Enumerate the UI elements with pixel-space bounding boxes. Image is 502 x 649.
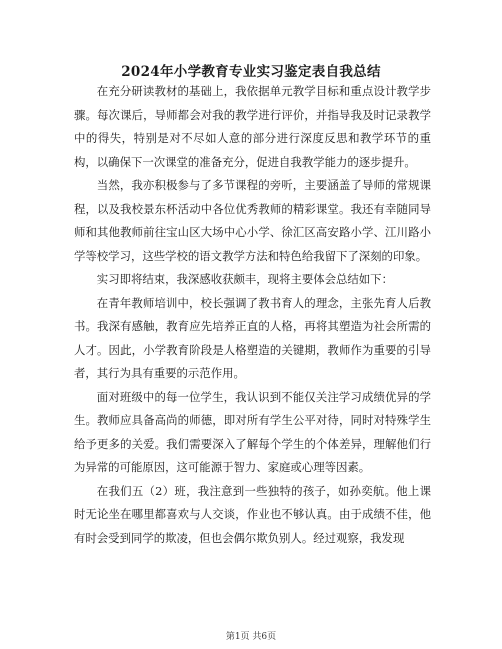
paragraph: 面对班级中的每一位学生，我认识到不能仅关注学习成绩优异的学生。教师应具备高尚的师德，即对所有学生公平对待，同时对特殊学生给予更多的关爱。我们需要深入了解每个学生的个体差异，理解他们行为异常的可能原因，这可能源于智力、家庭或心理等因素。 [74, 389, 431, 474]
page-title: 2024年小学教育专业实习鉴定表自我总结 [121, 64, 381, 80]
paragraph: 在充分研读教材的基础上，我依据单元教学目标和重点设计教学步骤。每次课后，导师都会对我的教学进行评价，并指导我及时记录教学中的得失，特别是对不尽如人意的部分进行深度反思和教学环节的重构，以确保下一次课堂的准备充分，促进自我教学能力的逐步提升。 [74, 84, 431, 169]
paragraph: 在青年教师培训中，校长强调了教书育人的理念，主张先育人后教书。我深有感触，教育应先培养正直的人格，再将其塑造为社会所需的人才。因此，小学教育阶段是人格塑造的关键期，教师作为重要的引导者，其行为具有重要的示范作用。 [74, 295, 431, 380]
page-number: 第1页 共6页 [225, 632, 277, 642]
paragraph: 实习即将结束，我深感收获颇丰，现将主要体会总结如下： [96, 272, 393, 286]
document-body [74, 80, 431, 550]
paragraph: 当然，我亦积极参与了多节课程的旁听，主要涵盖了导师的常规课程，以及我校景东杯活动中各位优秀教师的精彩课堂。我还有幸随同导师和其他教师前往宝山区大场中心小学、徐汇区高安路小学、江川路小学等校学习，这些学校的语文教学方法和特色给我留下了深刻的印象。 [74, 178, 431, 263]
paragraph: 在我们五（2）班，我注意到一些独特的孩子，如孙奕航。他上课时无论坐在哪里都喜欢与人交谈，作业也不够认真。由于成绩不佳，他有时会受到同学的欺凌，但也会偶尔欺负别人。经过观察，我发现 [74, 483, 431, 545]
